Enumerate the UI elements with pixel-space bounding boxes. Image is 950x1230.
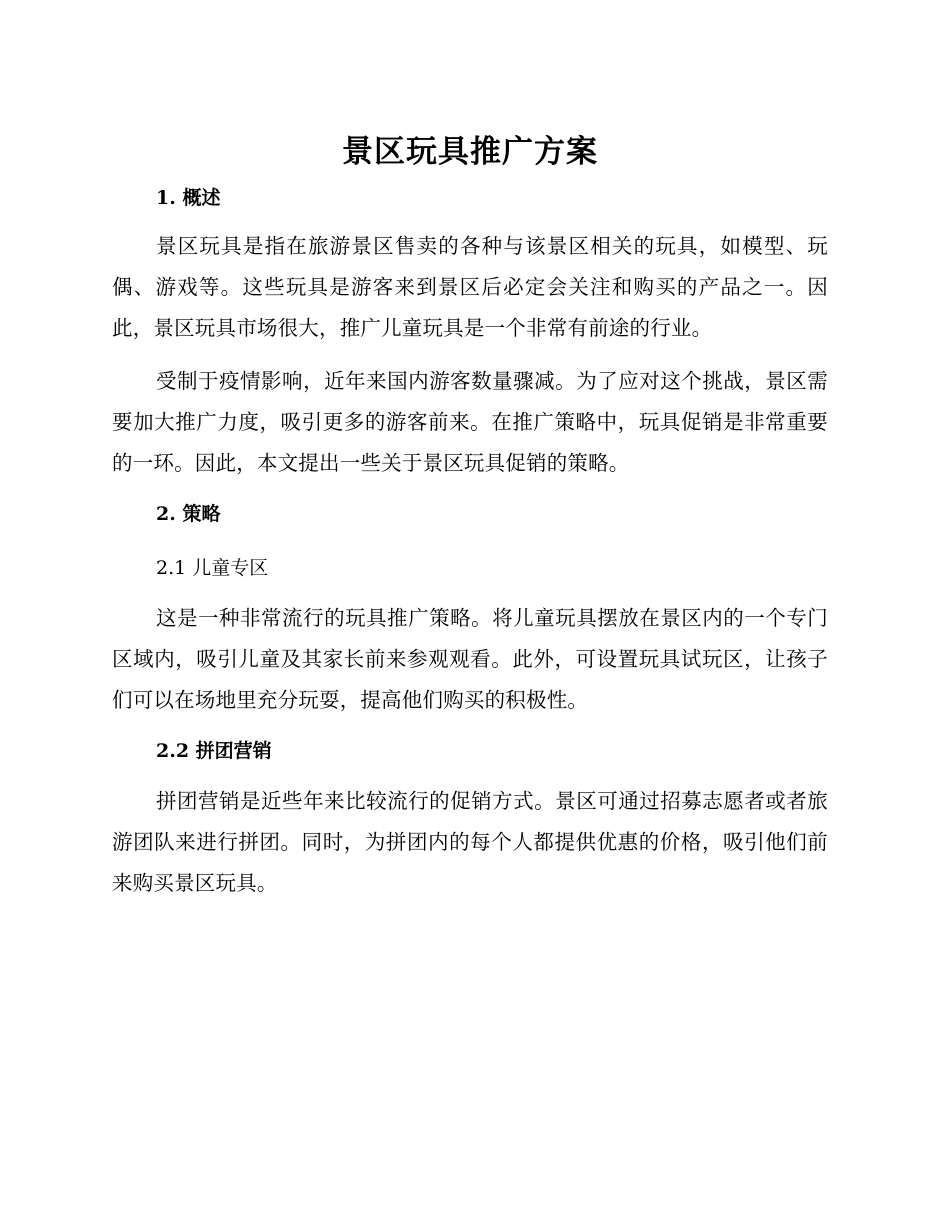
group-buying-paragraph: 拼团营销是近些年来比较流行的促销方式。景区可通过招募志愿者或者旅游团队来进行拼团。同时，为拼团内的每个人都提供优惠的价格，吸引他们前来购买景区玩具。: [112, 789, 828, 895]
overview-paragraph-1: 景区玩具是指在旅游景区售卖的各种与该景区相关的玩具，如模型、玩偶、游戏等。这些玩具是游客来到景区后必定会关注和购买的产品之一。因此，景区玩具市场很大，推广儿童玩具是一个非常有前途的行业。: [112, 234, 828, 340]
subsection-heading-kids-zone: 2.1 儿童专区: [156, 557, 269, 579]
document-title: 景区玩具推广方案: [342, 134, 598, 170]
document-body: [112, 128, 828, 904]
overview-paragraph-2: 受制于疫情影响，近年来国内游客数量骤减。为了应对这个挑战，景区需要加大推广力度，吸引更多的游客前来。在推广策略中，玩具促销是非常重要的一环。因此，本文提出一些关于景区玩具促销的策略。: [112, 369, 828, 475]
kids-zone-paragraph: 这是一种非常流行的玩具推广策略。将儿童玩具摆放在景区内的一个专门区域内，吸引儿童及其家长前来参观观看。此外，可设置玩具试玩区，让孩子们可以在场地里充分玩耍，提高他们购买的积极性。: [112, 606, 828, 712]
subsection-heading-group-buying: 2.2 拼团营销: [156, 740, 272, 762]
section-heading-overview: 1. 概述: [156, 187, 221, 209]
section-heading-strategy: 2. 策略: [156, 503, 221, 525]
